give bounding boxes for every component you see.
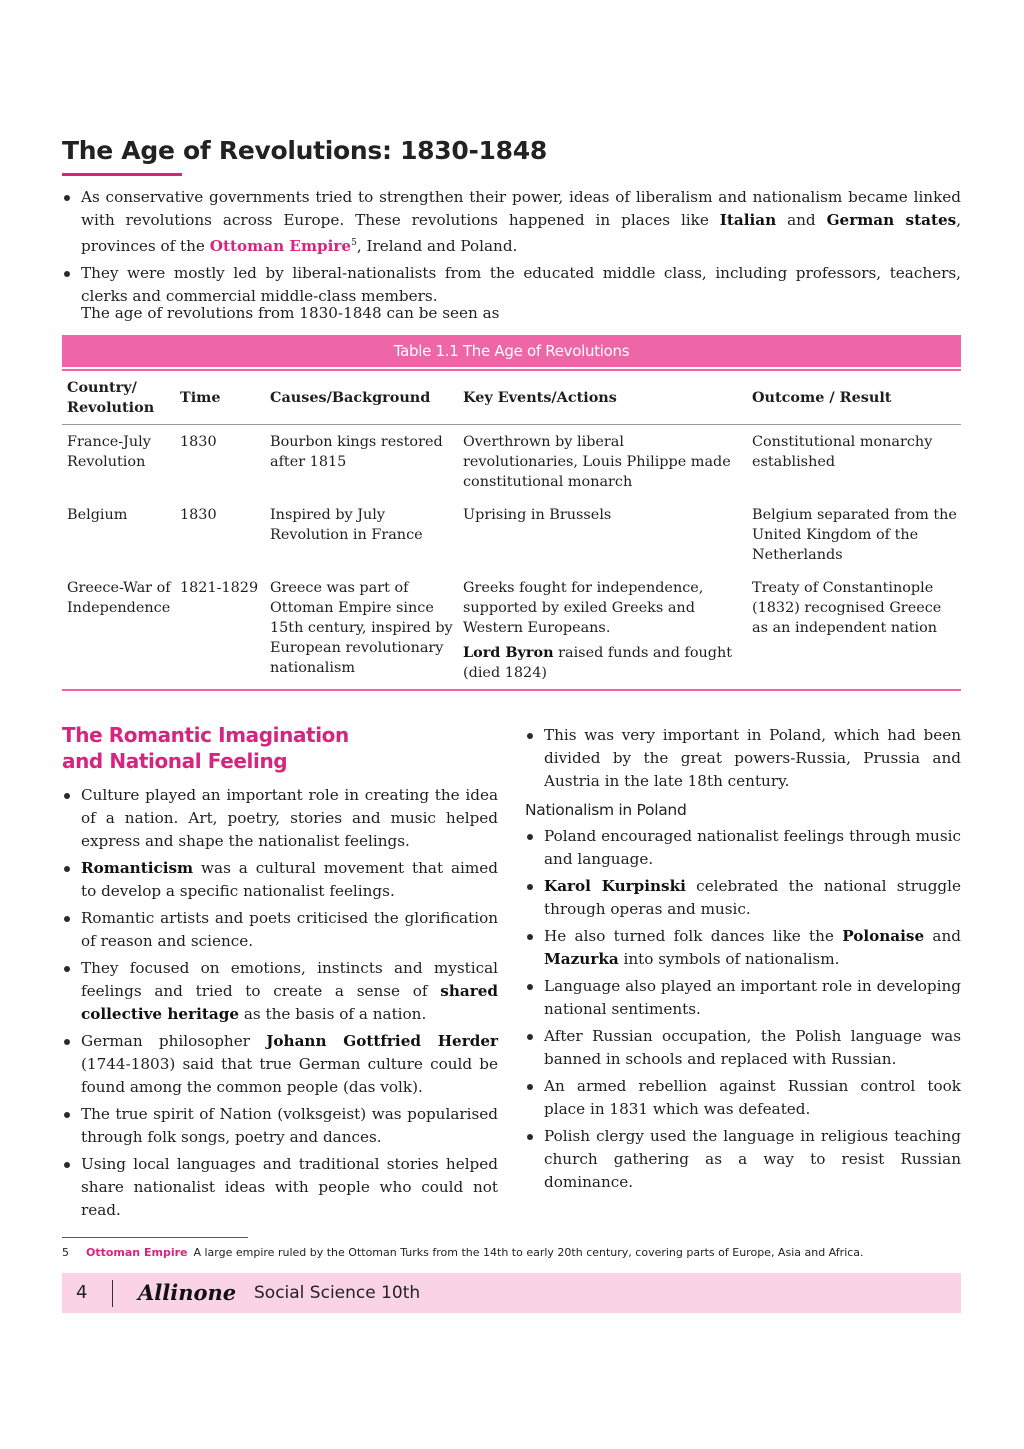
table-cell: Bourbon kings restored after 1815 <box>270 434 443 470</box>
section-heading: The Romantic Imagination and National Feeling <box>62 723 349 773</box>
list-item: An armed rebellion against Russian control took place in 1831 which was defeated. <box>525 1075 961 1121</box>
table-row <box>62 425 961 499</box>
list-item: Karol Kurpinski celebrated the national struggle through operas and music. <box>525 875 961 921</box>
table-cell: 1830 <box>180 507 217 523</box>
page-title: The Age of Revolutions: 1830-1848 <box>62 136 547 165</box>
cell-text: Greeks fought for independence, supported by exiled Greeks and Western Europeans. <box>463 580 704 636</box>
list-item: Language also played an important role in developing national sentiments. <box>525 975 961 1021</box>
list-item: The true spirit of Nation (volksgeist) was popularised through folk songs, poetry and dances. <box>62 1103 498 1149</box>
list-item: Culture played an important role in creating the idea of a nation. Art, poetry, stories and music helped express and shape the nationalist feelings. <box>62 784 498 853</box>
table-cell: 1830 <box>180 434 217 450</box>
table-cell: Belgium <box>67 507 128 523</box>
footnote-rule <box>62 1237 248 1238</box>
table-cell: Belgium separated from the United Kingdom of the Netherlands <box>752 507 957 563</box>
table-cell: Greece-War of Independence <box>62 571 175 690</box>
table-cell <box>458 571 747 690</box>
title-underline <box>62 173 182 176</box>
page <box>62 0 961 1449</box>
page-footer <box>62 1273 961 1313</box>
table-row <box>62 571 961 690</box>
list-item: Using local languages and traditional stories helped share nationalist ideas with people who could not read. <box>62 1153 498 1222</box>
table-cell: Treaty of Constantinople (1832) recognised Greece as an independent nation <box>747 571 961 690</box>
poland-list <box>525 825 961 1194</box>
poland-intro-list <box>525 724 961 793</box>
column-header: Key Events/Actions <box>458 372 747 425</box>
footnote-text: A large empire ruled by the Ottoman Turks from the 14th to early 20th century, covering parts of Europe, Asia and Africa. <box>193 1246 864 1259</box>
intro-note: The age of revolutions from 1830-1848 can be seen as <box>81 304 500 322</box>
romantic-list <box>62 784 498 1222</box>
intro-bullet-2: They were mostly led by liberal-nationalists from the educated middle class, including professors, teachers, clerks and commercial middle-class members. <box>62 262 961 308</box>
footnote <box>62 1245 961 1261</box>
list-item: After Russian occupation, the Polish language was banned in schools and replaced with Russian. <box>525 1025 961 1071</box>
list-item: They focused on emotions, instincts and mystical feelings and tried to create a sense of shared collective heritage as the basis of a nation. <box>62 957 498 1026</box>
table-cell: Overthrown by liberal revolutionaries, Louis Philippe made constitutional monarch <box>463 434 731 490</box>
list-item: Poland encouraged nationalist feelings through music and language. <box>525 825 961 871</box>
table-cell: Greece was part of Ottoman Empire since 15th century, inspired by European revolutionary nationalism <box>265 571 458 690</box>
column-header: Causes/Background <box>265 372 458 425</box>
footnote-marker: 5 <box>351 238 357 248</box>
table-cell: Constitutional monarchy established <box>752 434 933 470</box>
column-header: Country/ Revolution <box>62 372 175 425</box>
footnote-term: Ottoman Empire <box>86 1246 188 1259</box>
page-number: 4 <box>76 1282 88 1303</box>
footer-divider <box>112 1280 113 1307</box>
glossary-term-ottoman: Ottoman Empire <box>209 237 352 256</box>
column-header: Outcome / Result <box>747 372 961 425</box>
bold-term: German states <box>826 211 957 229</box>
table-cell: Uprising in Brussels <box>463 507 612 523</box>
list-item: German philosopher Johann Gottfried Herder (1744-1803) said that true German culture could be found among the common people (das volk). <box>62 1030 498 1099</box>
table-caption: Table 1.1 The Age of Revolutions <box>62 335 961 367</box>
book-title: Social Science 10th <box>254 1283 421 1303</box>
brand-logo: Allinone <box>138 1280 237 1305</box>
subsection-heading: Nationalism in Poland <box>525 801 687 819</box>
bold-term: Lord Byron <box>463 644 554 661</box>
table-row <box>62 498 961 571</box>
revolutions-table <box>62 372 961 691</box>
romantic-section <box>62 722 498 1226</box>
table-cell: 1821-1829 <box>175 571 265 690</box>
table-header-row <box>62 372 961 425</box>
intro-list <box>62 186 961 312</box>
footnote-number: 5 <box>62 1246 69 1259</box>
list-item: He also turned folk dances like the Polonaise and Mazurka into symbols of nationalism. <box>525 925 961 971</box>
table-cell: France-July Revolution <box>67 434 151 470</box>
table-cell: Inspired by July Revolution in France <box>270 507 423 543</box>
list-item: This was very important in Poland, which had been divided by the great powers-Russia, Prussia and Austria in the late 18th century. <box>525 724 961 793</box>
list-item: Romantic artists and poets criticised the glorification of reason and science. <box>62 907 498 953</box>
list-item: Polish clergy used the language in religious teaching church gathering as a way to resist Russian dominance. <box>525 1125 961 1194</box>
cell-subnote: Lord Byron raised funds and fought (died 1824) <box>463 644 733 681</box>
poland-section <box>525 724 961 1198</box>
table-top-rule <box>62 369 961 371</box>
intro-bullet-1: As conservative governments tried to strengthen their power, ideas of liberalism and nationalism became linked with revolutions across Europe. These revolutions happened in places like Italian and German states, provinces of the Ottoman Empire$^5$, Ireland and Poland. <box>62 186 961 258</box>
list-item: Romanticism was a cultural movement that aimed to develop a specific nationalist feelings. <box>62 857 498 903</box>
bold-term: Italian <box>719 211 777 229</box>
column-header: Time <box>175 372 265 425</box>
